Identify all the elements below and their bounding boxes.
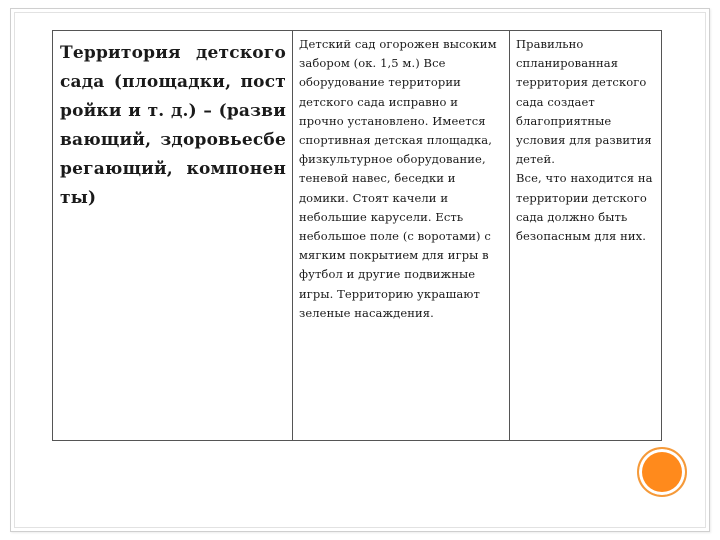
content-table bbox=[52, 30, 662, 441]
territory-heading: Территория детского сада (площадки, постройки и т. д.) – (развивающий, здоровьесберегающий, компоненты) bbox=[60, 43, 286, 208]
table-row bbox=[53, 31, 662, 441]
description-cell bbox=[293, 31, 510, 441]
conclusion-text bbox=[516, 35, 653, 246]
conclusion-paragraph-1: Правильно спланированная территория детского сада создает благоприятные условия для развития детей. bbox=[516, 37, 652, 167]
conclusion-cell bbox=[510, 31, 662, 441]
orange-circle-decoration bbox=[637, 447, 687, 497]
description-text: Детский сад огорожен высоким забором (ок. 1,5 м.) Все оборудование территории детского сада исправно и прочно установлено. Имеется спортивная детская площадка, физкультурное оборудование, теневой навес, беседки и домики. Стоят качели и небольшие карусели. Есть небольшое поле (с воротами) с мягким покрытием для игры в футбол и другие подвижные игры. Территорию украшают зеленые насаждения. bbox=[299, 37, 497, 320]
conclusion-paragraph-2: Все, что находится на территории детского сада должно быть безопасным для них. bbox=[516, 171, 653, 244]
territory-cell bbox=[53, 31, 293, 441]
